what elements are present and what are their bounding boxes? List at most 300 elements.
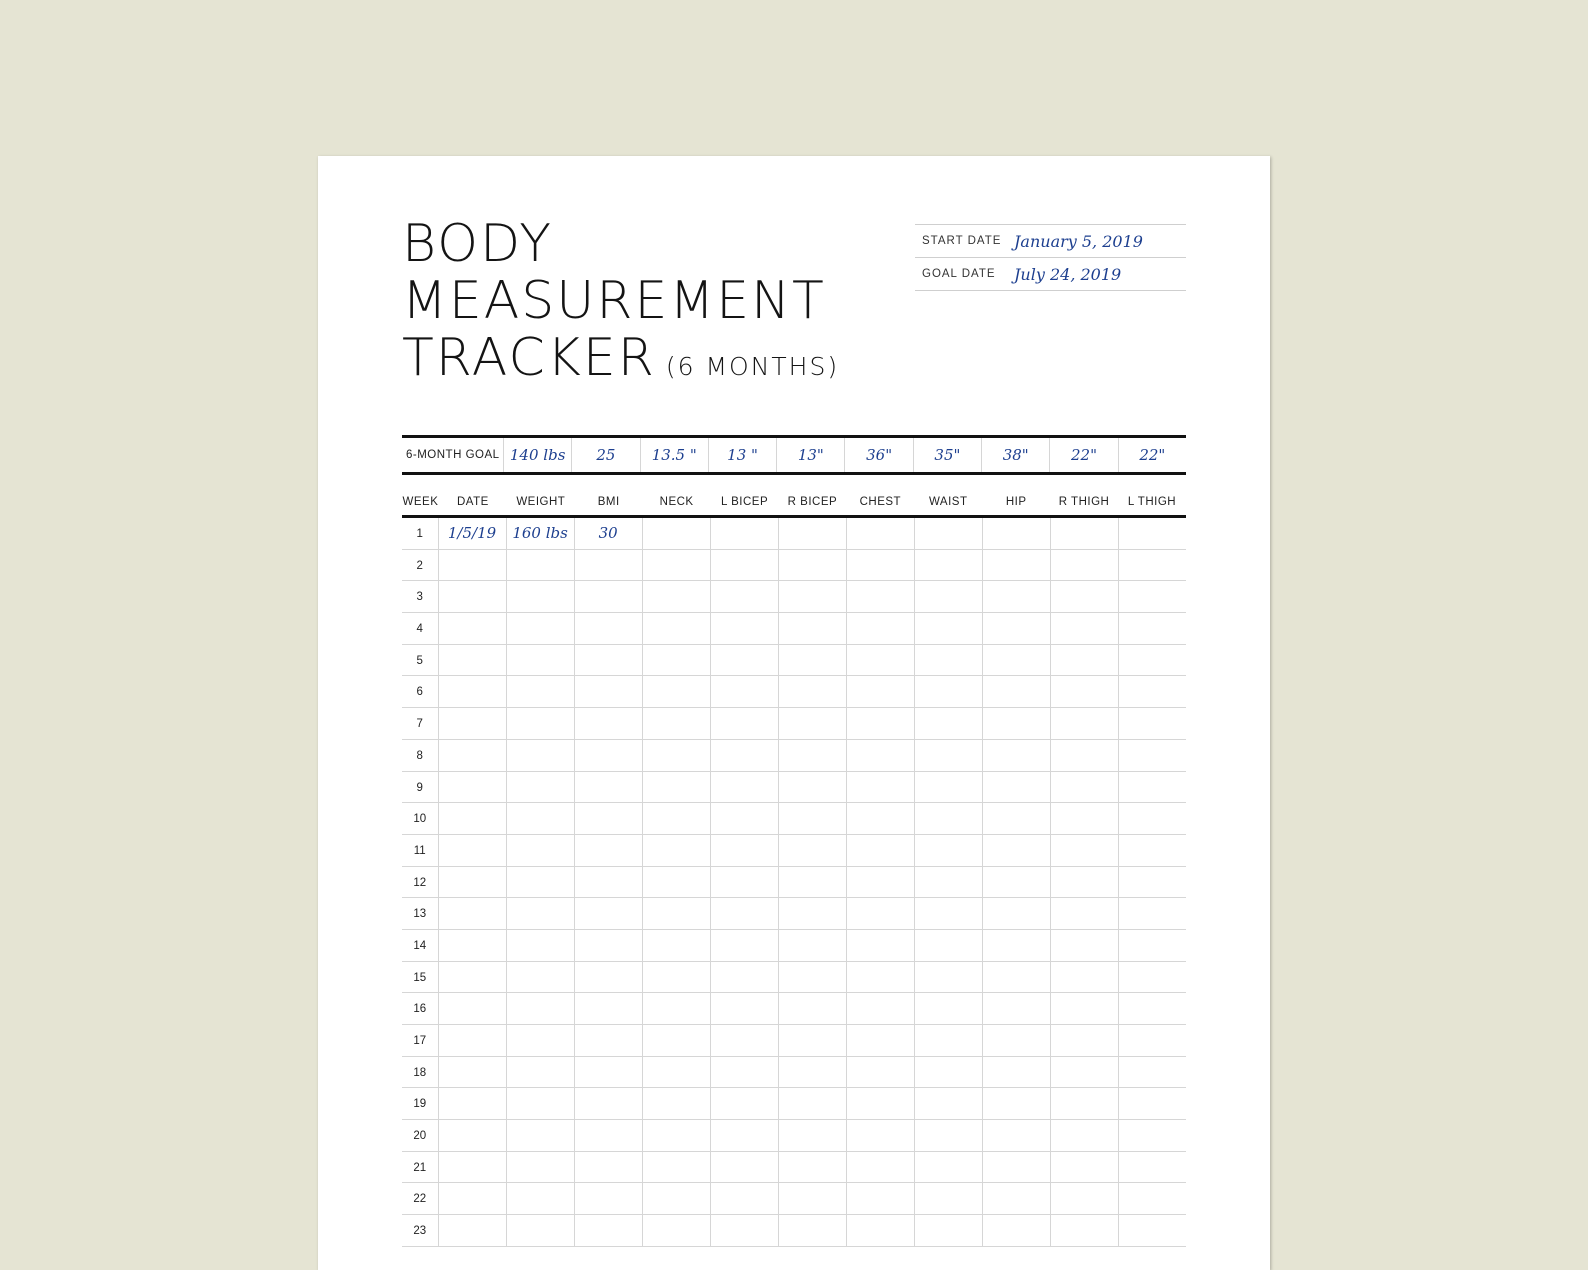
week-number: 3 <box>402 581 439 612</box>
column-header: HIP <box>1005 496 1027 508</box>
table-cell[interactable] <box>711 645 779 676</box>
week-number: 10 <box>402 803 439 834</box>
table-cell[interactable] <box>983 962 1051 993</box>
table-cell[interactable] <box>711 1183 779 1214</box>
table-cell[interactable] <box>915 708 983 739</box>
table-cell[interactable] <box>711 550 779 581</box>
table-cell[interactable] <box>711 518 779 549</box>
table-cell[interactable] <box>1119 1120 1186 1151</box>
table-cell[interactable] <box>1119 898 1186 929</box>
table-cell[interactable] <box>575 962 643 993</box>
table-cell[interactable] <box>1051 993 1119 1024</box>
table-cell[interactable] <box>575 803 643 834</box>
table-cell[interactable] <box>915 867 983 898</box>
table-cell[interactable] <box>643 1183 711 1214</box>
week-number: 2 <box>402 550 439 581</box>
goal-value: 22" <box>1050 438 1118 472</box>
table-cell[interactable] <box>507 1120 575 1151</box>
table-cell[interactable] <box>1119 1057 1186 1088</box>
table-cell[interactable] <box>779 645 847 676</box>
table-cell[interactable] <box>847 708 915 739</box>
table-row <box>402 898 1186 930</box>
table-cell[interactable] <box>439 803 507 834</box>
table-cell[interactable] <box>643 867 711 898</box>
table-cell[interactable] <box>847 645 915 676</box>
table-row <box>402 1152 1186 1184</box>
column-header: WEIGHT <box>516 496 566 508</box>
table-body <box>402 518 1186 1247</box>
table-cell[interactable] <box>507 898 575 929</box>
table-row <box>402 930 1186 962</box>
table-cell[interactable] <box>507 993 575 1024</box>
table-cell[interactable] <box>439 1088 507 1119</box>
table-cell[interactable] <box>1051 645 1119 676</box>
table-cell[interactable] <box>847 1025 915 1056</box>
table-cell[interactable] <box>983 1215 1051 1246</box>
table-cell[interactable] <box>711 993 779 1024</box>
goal-value: 13" <box>777 438 845 472</box>
table-cell[interactable] <box>643 613 711 644</box>
table-cell[interactable] <box>983 1025 1051 1056</box>
table-cell[interactable] <box>779 1025 847 1056</box>
table-cell[interactable] <box>643 518 711 549</box>
table-cell[interactable] <box>439 708 507 739</box>
goal-value: 25 <box>572 438 640 472</box>
table-cell[interactable] <box>575 550 643 581</box>
table-cell[interactable] <box>1051 1215 1119 1246</box>
table-cell[interactable] <box>1051 962 1119 993</box>
table-cell[interactable] <box>439 993 507 1024</box>
week-number: 23 <box>402 1215 439 1246</box>
table-cell[interactable] <box>507 613 575 644</box>
table-cell[interactable] <box>847 835 915 866</box>
table-cell[interactable] <box>507 803 575 834</box>
table-cell[interactable] <box>847 898 915 929</box>
table-cell[interactable] <box>575 1025 643 1056</box>
table-cell[interactable] <box>915 1152 983 1183</box>
table-cell[interactable] <box>575 1120 643 1151</box>
table-cell[interactable] <box>779 993 847 1024</box>
table-cell[interactable] <box>1119 867 1186 898</box>
week-number: 15 <box>402 962 439 993</box>
table-cell[interactable] <box>983 835 1051 866</box>
table-cell[interactable] <box>779 962 847 993</box>
table-cell[interactable] <box>983 898 1051 929</box>
table-cell[interactable] <box>847 1183 915 1214</box>
table-cell[interactable] <box>779 1088 847 1119</box>
table-cell[interactable] <box>711 676 779 707</box>
table-cell[interactable] <box>507 550 575 581</box>
table-cell[interactable] <box>575 613 643 644</box>
table-cell[interactable] <box>575 708 643 739</box>
table-cell[interactable] <box>643 772 711 803</box>
table-cell[interactable] <box>507 1088 575 1119</box>
title-line-2: MEASUREMENT <box>402 271 826 331</box>
table-cell[interactable] <box>1119 835 1186 866</box>
table-cell[interactable] <box>983 613 1051 644</box>
table-cell[interactable] <box>711 1057 779 1088</box>
table-cell[interactable] <box>915 930 983 961</box>
table-cell[interactable] <box>1119 930 1186 961</box>
table-cell[interactable] <box>1051 930 1119 961</box>
table-cell[interactable] <box>779 1057 847 1088</box>
table-cell[interactable] <box>779 803 847 834</box>
table-cell[interactable] <box>643 1215 711 1246</box>
table-cell[interactable] <box>439 740 507 771</box>
table-cell[interactable] <box>915 676 983 707</box>
week-number: 21 <box>402 1152 439 1183</box>
table-cell[interactable] <box>575 1215 643 1246</box>
table-cell[interactable] <box>847 518 915 549</box>
table-cell[interactable] <box>439 676 507 707</box>
table-cell[interactable] <box>847 1120 915 1151</box>
table-cell[interactable] <box>575 676 643 707</box>
table-cell[interactable] <box>507 1215 575 1246</box>
week-number: 5 <box>402 645 439 676</box>
table-cell[interactable] <box>915 1215 983 1246</box>
table-cell[interactable] <box>1051 550 1119 581</box>
table-cell[interactable] <box>1119 772 1186 803</box>
table-cell[interactable] <box>983 1057 1051 1088</box>
table-cell[interactable] <box>507 1025 575 1056</box>
table-cell[interactable] <box>779 930 847 961</box>
table-row <box>402 1025 1186 1057</box>
table-cell[interactable] <box>507 1057 575 1088</box>
table-cell[interactable] <box>983 708 1051 739</box>
table-cell[interactable] <box>507 962 575 993</box>
table-cell[interactable] <box>575 645 643 676</box>
table-cell[interactable] <box>779 581 847 612</box>
table-cell[interactable] <box>983 550 1051 581</box>
table-cell[interactable] <box>711 708 779 739</box>
table-cell[interactable] <box>915 993 983 1024</box>
table-cell[interactable] <box>439 581 507 612</box>
table-cell[interactable] <box>779 613 847 644</box>
table-cell[interactable] <box>711 772 779 803</box>
table-cell[interactable] <box>711 1025 779 1056</box>
table-cell[interactable] <box>915 550 983 581</box>
table-cell[interactable] <box>779 1183 847 1214</box>
table-cell[interactable] <box>643 581 711 612</box>
table-cell[interactable] <box>643 962 711 993</box>
goal-value: 38" <box>982 438 1050 472</box>
table-cell[interactable] <box>1051 835 1119 866</box>
table-cell[interactable] <box>915 835 983 866</box>
table-cell[interactable] <box>983 1088 1051 1119</box>
table-cell[interactable] <box>779 867 847 898</box>
table-cell[interactable] <box>507 1152 575 1183</box>
table-cell[interactable] <box>439 1152 507 1183</box>
table-cell[interactable] <box>575 772 643 803</box>
week-number: 9 <box>402 772 439 803</box>
table-cell[interactable] <box>711 867 779 898</box>
table-cell[interactable] <box>439 867 507 898</box>
table-cell[interactable] <box>847 1057 915 1088</box>
table-cell[interactable] <box>983 645 1051 676</box>
table-cell[interactable] <box>847 740 915 771</box>
table-row <box>402 803 1186 835</box>
table-cell[interactable] <box>439 613 507 644</box>
table-cell[interactable] <box>1051 1152 1119 1183</box>
table-cell[interactable] <box>643 1152 711 1183</box>
column-header: CHEST <box>859 496 902 508</box>
table-cell[interactable] <box>915 740 983 771</box>
table-cell[interactable] <box>643 740 711 771</box>
table-cell[interactable] <box>779 835 847 866</box>
table-cell[interactable] <box>983 581 1051 612</box>
table-cell[interactable] <box>983 740 1051 771</box>
table-row <box>402 740 1186 772</box>
table-cell[interactable] <box>439 898 507 929</box>
table-cell[interactable] <box>711 1120 779 1151</box>
table-cell[interactable] <box>575 1183 643 1214</box>
table-cell[interactable] <box>439 1057 507 1088</box>
table-cell[interactable] <box>779 518 847 549</box>
table-cell[interactable] <box>507 708 575 739</box>
table-cell[interactable] <box>711 898 779 929</box>
table-cell[interactable] <box>915 518 983 549</box>
table-cell[interactable] <box>847 930 915 961</box>
table-cell[interactable] <box>915 645 983 676</box>
table-cell[interactable] <box>575 1057 643 1088</box>
table-cell[interactable] <box>915 803 983 834</box>
table-cell[interactable] <box>847 962 915 993</box>
start-date-value: January 5, 2019 <box>1014 231 1143 251</box>
column-header: BMI <box>597 496 620 508</box>
table-cell[interactable]: 30 <box>575 518 643 549</box>
table-cell[interactable] <box>439 1120 507 1151</box>
table-cell[interactable] <box>915 898 983 929</box>
table-cell[interactable] <box>1051 581 1119 612</box>
table-cell[interactable] <box>779 898 847 929</box>
table-row <box>402 676 1186 708</box>
table-cell[interactable] <box>711 835 779 866</box>
table-cell[interactable] <box>983 803 1051 834</box>
table-cell[interactable] <box>1119 993 1186 1024</box>
table-cell[interactable] <box>439 645 507 676</box>
column-header: R THIGH <box>1058 496 1110 508</box>
table-cell[interactable] <box>983 676 1051 707</box>
week-number: 16 <box>402 993 439 1024</box>
table-cell[interactable] <box>711 581 779 612</box>
table-cell[interactable] <box>983 772 1051 803</box>
table-cell[interactable] <box>983 1183 1051 1214</box>
table-cell[interactable] <box>1119 1025 1186 1056</box>
table-cell[interactable] <box>915 1025 983 1056</box>
table-cell[interactable] <box>1051 803 1119 834</box>
table-cell[interactable] <box>983 1120 1051 1151</box>
table-cell[interactable] <box>779 740 847 771</box>
table-cell[interactable] <box>1119 740 1186 771</box>
table-cell[interactable] <box>507 930 575 961</box>
week-number: 22 <box>402 1183 439 1214</box>
table-cell[interactable] <box>507 740 575 771</box>
table-cell[interactable] <box>983 1152 1051 1183</box>
table-cell[interactable] <box>1119 550 1186 581</box>
table-cell[interactable] <box>1119 1215 1186 1246</box>
table-cell[interactable] <box>439 772 507 803</box>
table-cell[interactable] <box>575 835 643 866</box>
table-cell[interactable] <box>711 740 779 771</box>
table-cell[interactable] <box>847 1152 915 1183</box>
table-cell[interactable] <box>1051 518 1119 549</box>
table-cell[interactable] <box>983 993 1051 1024</box>
table-cell[interactable] <box>439 1215 507 1246</box>
table-cell[interactable] <box>847 613 915 644</box>
table-cell[interactable] <box>1051 867 1119 898</box>
table-cell[interactable] <box>507 772 575 803</box>
table-cell[interactable] <box>1119 962 1186 993</box>
table-cell[interactable] <box>575 898 643 929</box>
goal-value: 22" <box>1139 446 1166 464</box>
table-cell[interactable] <box>711 962 779 993</box>
page-title <box>402 216 839 395</box>
table-row <box>402 1088 1186 1120</box>
table-cell[interactable] <box>507 1183 575 1214</box>
table-cell[interactable] <box>575 993 643 1024</box>
table-cell[interactable] <box>643 803 711 834</box>
table-cell[interactable] <box>575 1088 643 1119</box>
table-row <box>402 772 1186 804</box>
table-cell[interactable] <box>847 993 915 1024</box>
table-cell[interactable] <box>847 867 915 898</box>
table-cell[interactable] <box>1051 676 1119 707</box>
table-cell[interactable] <box>779 550 847 581</box>
table-cell[interactable] <box>779 708 847 739</box>
table-cell[interactable] <box>1119 613 1186 644</box>
table-cell[interactable] <box>711 613 779 644</box>
start-date-label: START DATE <box>922 235 1002 247</box>
week-number: 6 <box>402 676 439 707</box>
table-cell[interactable] <box>915 1183 983 1214</box>
table-cell[interactable] <box>915 1088 983 1119</box>
table-cell[interactable] <box>711 1215 779 1246</box>
table-cell[interactable] <box>1051 898 1119 929</box>
table-cell[interactable]: 1/5/19 <box>439 518 507 549</box>
table-cell[interactable] <box>1051 1088 1119 1119</box>
table-cell[interactable] <box>507 676 575 707</box>
table-cell[interactable] <box>643 1057 711 1088</box>
table-cell[interactable] <box>1051 613 1119 644</box>
table-cell[interactable] <box>1119 1152 1186 1183</box>
table-cell[interactable] <box>643 1088 711 1119</box>
table-cell[interactable] <box>711 1088 779 1119</box>
table-cell[interactable] <box>439 1025 507 1056</box>
table-cell[interactable] <box>847 581 915 612</box>
goal-value: 35" <box>914 438 982 472</box>
week-number: 17 <box>402 1025 439 1056</box>
table-cell[interactable] <box>643 676 711 707</box>
table-cell[interactable] <box>847 550 915 581</box>
table-cell[interactable] <box>643 1025 711 1056</box>
table-cell[interactable] <box>575 740 643 771</box>
table-cell[interactable] <box>1119 708 1186 739</box>
table-cell[interactable] <box>643 645 711 676</box>
table-cell[interactable] <box>643 1120 711 1151</box>
table-cell[interactable] <box>643 708 711 739</box>
table-row <box>402 962 1186 994</box>
title-subtitle: (6 MONTHS) <box>665 352 840 381</box>
table-cell[interactable] <box>847 803 915 834</box>
table-cell[interactable] <box>779 676 847 707</box>
table-cell[interactable] <box>507 867 575 898</box>
table-cell[interactable] <box>1119 518 1186 549</box>
table-cell[interactable] <box>507 645 575 676</box>
table-cell[interactable] <box>711 1152 779 1183</box>
table-cell[interactable] <box>1051 740 1119 771</box>
table-cell[interactable] <box>1051 1183 1119 1214</box>
table-cell[interactable] <box>779 1215 847 1246</box>
table-cell[interactable] <box>915 613 983 644</box>
table-cell[interactable] <box>847 1215 915 1246</box>
table-cell[interactable] <box>507 835 575 866</box>
table-cell[interactable] <box>1119 581 1186 612</box>
table-cell[interactable] <box>779 1152 847 1183</box>
table-cell[interactable] <box>1051 772 1119 803</box>
goal-row <box>402 435 1186 475</box>
table-cell[interactable] <box>439 962 507 993</box>
table-cell[interactable] <box>847 772 915 803</box>
table-cell[interactable] <box>1051 1057 1119 1088</box>
table-cell[interactable] <box>711 803 779 834</box>
table-cell[interactable] <box>1119 803 1186 834</box>
table-cell[interactable] <box>643 550 711 581</box>
table-cell[interactable] <box>915 772 983 803</box>
table-cell[interactable] <box>779 1120 847 1151</box>
table-cell[interactable] <box>507 581 575 612</box>
table-cell[interactable] <box>1119 645 1186 676</box>
table-row <box>402 993 1186 1025</box>
table-header <box>402 495 1186 518</box>
table-cell[interactable] <box>915 962 983 993</box>
table-cell[interactable] <box>575 867 643 898</box>
table-cell[interactable] <box>643 930 711 961</box>
table-cell[interactable] <box>643 993 711 1024</box>
week-number: 8 <box>402 740 439 771</box>
table-cell[interactable] <box>847 1088 915 1119</box>
table-cell[interactable] <box>983 930 1051 961</box>
table-cell[interactable] <box>983 518 1051 549</box>
table-cell[interactable] <box>575 1152 643 1183</box>
table-cell[interactable] <box>1051 1025 1119 1056</box>
table-cell[interactable]: 160 lbs <box>507 518 575 549</box>
table-cell[interactable] <box>1119 1183 1186 1214</box>
table-cell[interactable] <box>439 835 507 866</box>
table-cell[interactable] <box>439 550 507 581</box>
table-row <box>402 581 1186 613</box>
table-cell[interactable] <box>575 930 643 961</box>
week-number: 7 <box>402 708 439 739</box>
table-cell[interactable] <box>1051 1120 1119 1151</box>
title-line-3 <box>402 330 839 395</box>
table-cell[interactable] <box>439 1183 507 1214</box>
table-cell[interactable] <box>1119 1088 1186 1119</box>
table-cell[interactable] <box>915 1057 983 1088</box>
table-cell[interactable] <box>643 835 711 866</box>
table-cell[interactable] <box>439 930 507 961</box>
table-cell[interactable] <box>847 676 915 707</box>
table-cell[interactable] <box>915 581 983 612</box>
table-cell[interactable] <box>1051 708 1119 739</box>
table-cell[interactable] <box>711 930 779 961</box>
table-cell[interactable] <box>779 772 847 803</box>
column-header: DATE <box>456 496 489 508</box>
table-cell[interactable] <box>575 581 643 612</box>
table-cell[interactable] <box>915 1120 983 1151</box>
table-cell[interactable] <box>1119 676 1186 707</box>
table-cell[interactable] <box>983 867 1051 898</box>
table-cell[interactable] <box>643 898 711 929</box>
